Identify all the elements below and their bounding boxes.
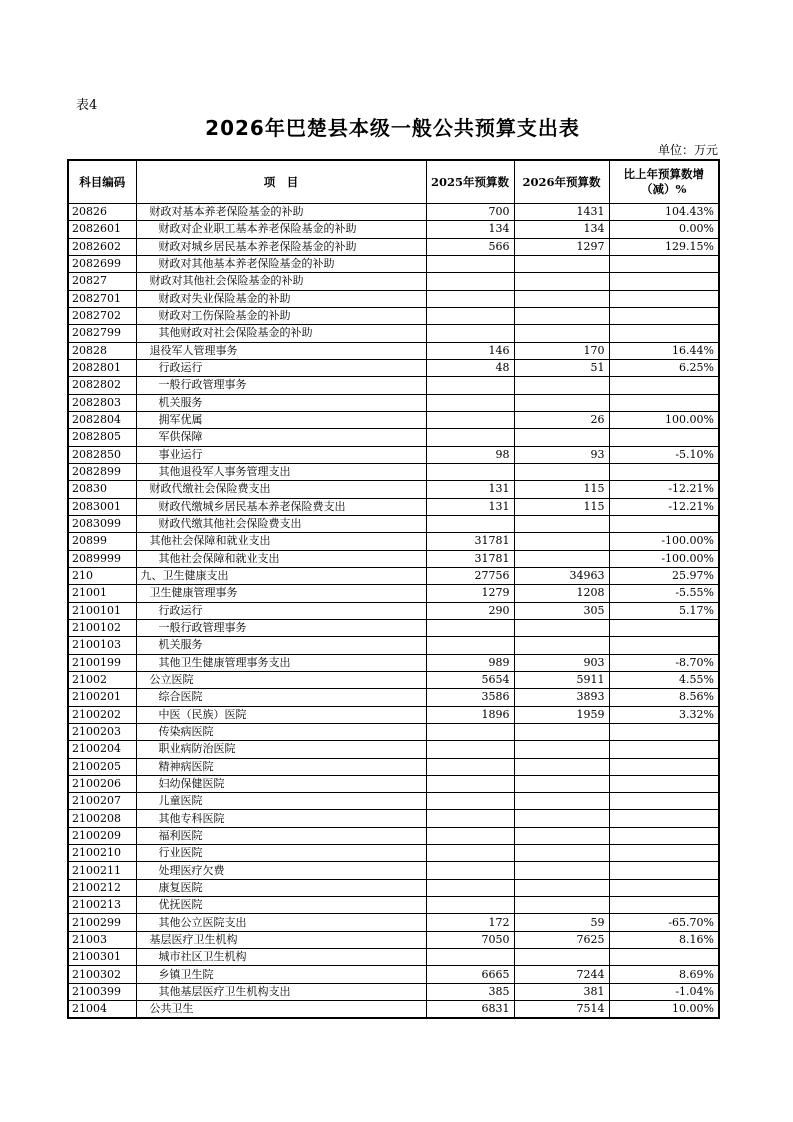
item-cell: 职业病防治医院 bbox=[136, 741, 426, 758]
code-cell: 20826 bbox=[68, 204, 136, 221]
item-cell: 财政对工伤保险基金的补助 bbox=[136, 307, 426, 324]
code-cell: 2100202 bbox=[68, 706, 136, 723]
code-cell: 21002 bbox=[68, 671, 136, 688]
code-cell: 2100213 bbox=[68, 897, 136, 914]
budget-2026-cell: 170 bbox=[514, 342, 609, 359]
item-cell: 妇幼保健医院 bbox=[136, 775, 426, 792]
code-cell: 2100399 bbox=[68, 983, 136, 1000]
code-cell: 2100208 bbox=[68, 810, 136, 827]
code-cell: 2083001 bbox=[68, 498, 136, 515]
change-pct-cell bbox=[609, 723, 719, 740]
budget-2025-cell: 146 bbox=[426, 342, 514, 359]
code-cell: 2082702 bbox=[68, 307, 136, 324]
change-pct-cell: 8.16% bbox=[609, 931, 719, 948]
table-row bbox=[68, 533, 719, 550]
table-row bbox=[68, 637, 719, 654]
change-pct-cell: 8.69% bbox=[609, 966, 719, 983]
col-header-item: 项 目 bbox=[136, 160, 426, 204]
table-row bbox=[68, 862, 719, 879]
budget-2026-cell bbox=[514, 897, 609, 914]
table-row bbox=[68, 897, 719, 914]
change-pct-cell: 16.44% bbox=[609, 342, 719, 359]
table-row bbox=[68, 723, 719, 740]
code-cell: 210 bbox=[68, 567, 136, 584]
change-pct-cell bbox=[609, 377, 719, 394]
budget-2026-cell bbox=[514, 619, 609, 636]
budget-2026-cell bbox=[514, 515, 609, 532]
item-cell: 精神病医院 bbox=[136, 758, 426, 775]
code-cell: 2082850 bbox=[68, 446, 136, 463]
col-header-budget-2026: 2026年预算数 bbox=[514, 160, 609, 204]
item-cell: 公立医院 bbox=[136, 671, 426, 688]
code-cell: 2100302 bbox=[68, 966, 136, 983]
change-pct-cell bbox=[609, 463, 719, 480]
change-pct-cell: -1.04% bbox=[609, 983, 719, 1000]
budget-2025-cell bbox=[426, 429, 514, 446]
budget-2025-cell bbox=[426, 411, 514, 428]
budget-2026-cell bbox=[514, 307, 609, 324]
item-cell: 财政对城乡居民基本养老保险基金的补助 bbox=[136, 238, 426, 255]
code-cell: 2082802 bbox=[68, 377, 136, 394]
budget-2025-cell bbox=[426, 775, 514, 792]
budget-2025-cell bbox=[426, 377, 514, 394]
budget-2026-cell bbox=[514, 290, 609, 307]
change-pct-cell: -12.21% bbox=[609, 498, 719, 515]
budget-2026-cell: 1208 bbox=[514, 585, 609, 602]
code-cell: 2082601 bbox=[68, 221, 136, 238]
table-row bbox=[68, 515, 719, 532]
table-row bbox=[68, 238, 719, 255]
change-pct-cell: 10.00% bbox=[609, 1001, 719, 1019]
table-row bbox=[68, 810, 719, 827]
budget-2025-cell bbox=[426, 290, 514, 307]
code-cell: 2082701 bbox=[68, 290, 136, 307]
item-cell: 其他退役军人事务管理支出 bbox=[136, 463, 426, 480]
change-pct-cell bbox=[609, 827, 719, 844]
budget-2026-cell bbox=[514, 949, 609, 966]
table-row bbox=[68, 689, 719, 706]
change-pct-cell bbox=[609, 879, 719, 896]
code-cell: 2100207 bbox=[68, 793, 136, 810]
budget-2026-cell bbox=[514, 879, 609, 896]
table-number-label: 表4 bbox=[76, 98, 98, 113]
table-row bbox=[68, 255, 719, 272]
change-pct-cell: 8.56% bbox=[609, 689, 719, 706]
change-pct-cell bbox=[609, 290, 719, 307]
table-row bbox=[68, 706, 719, 723]
budget-2025-cell bbox=[426, 879, 514, 896]
item-cell: 传染病医院 bbox=[136, 723, 426, 740]
item-cell: 财政代缴社会保险费支出 bbox=[136, 481, 426, 498]
change-pct-cell bbox=[609, 325, 719, 342]
code-cell: 21001 bbox=[68, 585, 136, 602]
budget-2026-cell: 51 bbox=[514, 359, 609, 376]
budget-2026-cell bbox=[514, 775, 609, 792]
code-cell: 2100211 bbox=[68, 862, 136, 879]
item-cell: 财政对其他社会保险基金的补助 bbox=[136, 273, 426, 290]
code-cell: 2100102 bbox=[68, 619, 136, 636]
change-pct-cell: -5.10% bbox=[609, 446, 719, 463]
code-cell: 2100210 bbox=[68, 845, 136, 862]
item-cell: 其他社会保障和就业支出 bbox=[136, 550, 426, 567]
item-cell: 行政运行 bbox=[136, 359, 426, 376]
budget-2025-cell: 566 bbox=[426, 238, 514, 255]
budget-2026-cell bbox=[514, 827, 609, 844]
table-row bbox=[68, 429, 719, 446]
code-cell: 2100209 bbox=[68, 827, 136, 844]
budget-2025-cell: 989 bbox=[426, 654, 514, 671]
change-pct-cell: -65.70% bbox=[609, 914, 719, 931]
budget-2025-cell bbox=[426, 793, 514, 810]
item-cell: 公共卫生 bbox=[136, 1001, 426, 1019]
code-cell: 2082801 bbox=[68, 359, 136, 376]
budget-2025-cell bbox=[426, 741, 514, 758]
budget-2026-cell bbox=[514, 741, 609, 758]
table-row bbox=[68, 273, 719, 290]
table-row bbox=[68, 775, 719, 792]
code-cell: 2083099 bbox=[68, 515, 136, 532]
change-pct-cell bbox=[609, 637, 719, 654]
change-pct-cell: -5.55% bbox=[609, 585, 719, 602]
change-pct-cell: -12.21% bbox=[609, 481, 719, 498]
item-cell: 拥军优属 bbox=[136, 411, 426, 428]
item-cell: 其他卫生健康管理事务支出 bbox=[136, 654, 426, 671]
code-cell: 21003 bbox=[68, 931, 136, 948]
budget-2025-cell bbox=[426, 897, 514, 914]
budget-2025-cell: 172 bbox=[426, 914, 514, 931]
page-title: 2026年巴楚县本级一般公共预算支出表 bbox=[205, 116, 580, 140]
budget-2025-cell bbox=[426, 723, 514, 740]
item-cell: 财政对基本养老保险基金的补助 bbox=[136, 204, 426, 221]
code-cell: 20830 bbox=[68, 481, 136, 498]
budget-2025-cell bbox=[426, 307, 514, 324]
item-cell: 其他专科医院 bbox=[136, 810, 426, 827]
col-header-change-pct bbox=[609, 160, 719, 204]
item-cell: 其他基层医疗卫生机构支出 bbox=[136, 983, 426, 1000]
budget-2026-cell bbox=[514, 325, 609, 342]
table-row bbox=[68, 793, 719, 810]
item-cell: 优抚医院 bbox=[136, 897, 426, 914]
budget-2026-cell: 1959 bbox=[514, 706, 609, 723]
code-cell: 2100101 bbox=[68, 602, 136, 619]
budget-2026-cell: 381 bbox=[514, 983, 609, 1000]
item-cell: 康复医院 bbox=[136, 879, 426, 896]
table-row bbox=[68, 741, 719, 758]
table-row bbox=[68, 342, 719, 359]
item-cell: 机关服务 bbox=[136, 394, 426, 411]
budget-2026-cell bbox=[514, 273, 609, 290]
change-pct-cell bbox=[609, 307, 719, 324]
table-row bbox=[68, 221, 719, 238]
budget-2026-cell bbox=[514, 429, 609, 446]
budget-table bbox=[67, 159, 720, 1019]
table-row bbox=[68, 481, 719, 498]
budget-2025-cell: 5654 bbox=[426, 671, 514, 688]
budget-2025-cell bbox=[426, 862, 514, 879]
budget-2025-cell: 131 bbox=[426, 498, 514, 515]
change-pct-cell bbox=[609, 429, 719, 446]
item-cell: 行政运行 bbox=[136, 602, 426, 619]
table-row bbox=[68, 567, 719, 584]
code-cell: 2100201 bbox=[68, 689, 136, 706]
unit-note: 单位：万元 bbox=[657, 143, 718, 157]
code-cell: 2100301 bbox=[68, 949, 136, 966]
table-row bbox=[68, 290, 719, 307]
budget-2025-cell bbox=[426, 325, 514, 342]
budget-2025-cell bbox=[426, 949, 514, 966]
budget-2025-cell: 27756 bbox=[426, 567, 514, 584]
budget-2026-cell: 5911 bbox=[514, 671, 609, 688]
table-row bbox=[68, 827, 719, 844]
item-cell: 退役军人管理事务 bbox=[136, 342, 426, 359]
table-row bbox=[68, 550, 719, 567]
change-pct-cell bbox=[609, 255, 719, 272]
change-pct-cell: 0.00% bbox=[609, 221, 719, 238]
budget-2026-cell bbox=[514, 758, 609, 775]
change-pct-cell bbox=[609, 793, 719, 810]
table-row bbox=[68, 619, 719, 636]
budget-2026-cell bbox=[514, 793, 609, 810]
budget-2025-cell bbox=[426, 845, 514, 862]
table-row bbox=[68, 325, 719, 342]
code-cell: 2082804 bbox=[68, 411, 136, 428]
code-cell: 2089999 bbox=[68, 550, 136, 567]
item-cell: 儿童医院 bbox=[136, 793, 426, 810]
code-cell: 2100204 bbox=[68, 741, 136, 758]
table-row bbox=[68, 377, 719, 394]
budget-2025-cell: 134 bbox=[426, 221, 514, 238]
code-cell: 2100206 bbox=[68, 775, 136, 792]
table-row bbox=[68, 307, 719, 324]
budget-2025-cell bbox=[426, 255, 514, 272]
table-row bbox=[68, 845, 719, 862]
change-pct-cell: 104.43% bbox=[609, 204, 719, 221]
budget-2026-cell bbox=[514, 377, 609, 394]
budget-2026-cell: 115 bbox=[514, 498, 609, 515]
table-row bbox=[68, 949, 719, 966]
budget-2026-cell: 7244 bbox=[514, 966, 609, 983]
table-row bbox=[68, 463, 719, 480]
budget-2025-cell bbox=[426, 515, 514, 532]
change-pct-cell: 25.97% bbox=[609, 567, 719, 584]
code-cell: 2082699 bbox=[68, 255, 136, 272]
change-pct-cell: 100.00% bbox=[609, 411, 719, 428]
budget-2026-cell: 7625 bbox=[514, 931, 609, 948]
code-cell: 2100203 bbox=[68, 723, 136, 740]
table-row bbox=[68, 498, 719, 515]
col-header-change-line1: 比上年预算数增 bbox=[623, 167, 704, 181]
code-cell: 20828 bbox=[68, 342, 136, 359]
item-cell: 事业运行 bbox=[136, 446, 426, 463]
col-header-change-line2: （减）% bbox=[641, 182, 687, 196]
table-row bbox=[68, 758, 719, 775]
item-cell: 中医（民族）医院 bbox=[136, 706, 426, 723]
item-cell: 基层医疗卫生机构 bbox=[136, 931, 426, 948]
code-cell: 2082602 bbox=[68, 238, 136, 255]
budget-2025-cell: 1896 bbox=[426, 706, 514, 723]
table-header bbox=[68, 160, 719, 204]
budget-2025-cell bbox=[426, 394, 514, 411]
budget-2025-cell bbox=[426, 758, 514, 775]
item-cell: 九、卫生健康支出 bbox=[136, 567, 426, 584]
change-pct-cell: -8.70% bbox=[609, 654, 719, 671]
budget-2026-cell bbox=[514, 723, 609, 740]
table-row bbox=[68, 931, 719, 948]
table-row bbox=[68, 204, 719, 221]
item-cell: 行业医院 bbox=[136, 845, 426, 862]
item-cell: 一般行政管理事务 bbox=[136, 619, 426, 636]
code-cell: 2100212 bbox=[68, 879, 136, 896]
table-row bbox=[68, 1001, 719, 1019]
item-cell: 财政代缴其他社会保险费支出 bbox=[136, 515, 426, 532]
budget-2025-cell: 1279 bbox=[426, 585, 514, 602]
budget-table-body bbox=[68, 204, 719, 1019]
budget-2025-cell: 31781 bbox=[426, 533, 514, 550]
budget-2026-cell: 134 bbox=[514, 221, 609, 238]
code-cell: 20827 bbox=[68, 273, 136, 290]
item-cell: 其他公立医院支出 bbox=[136, 914, 426, 931]
table-row bbox=[68, 671, 719, 688]
budget-2026-cell bbox=[514, 810, 609, 827]
change-pct-cell bbox=[609, 273, 719, 290]
change-pct-cell: 3.32% bbox=[609, 706, 719, 723]
change-pct-cell: 4.55% bbox=[609, 671, 719, 688]
item-cell: 城市社区卫生机构 bbox=[136, 949, 426, 966]
code-cell: 2082803 bbox=[68, 394, 136, 411]
budget-2025-cell: 98 bbox=[426, 446, 514, 463]
budget-2026-cell: 3893 bbox=[514, 689, 609, 706]
budget-2026-cell: 26 bbox=[514, 411, 609, 428]
code-cell: 2082805 bbox=[68, 429, 136, 446]
item-cell: 卫生健康管理事务 bbox=[136, 585, 426, 602]
table-row bbox=[68, 966, 719, 983]
budget-2026-cell: 59 bbox=[514, 914, 609, 931]
table-row bbox=[68, 983, 719, 1000]
budget-2025-cell: 6665 bbox=[426, 966, 514, 983]
table-row bbox=[68, 654, 719, 671]
change-pct-cell bbox=[609, 515, 719, 532]
change-pct-cell bbox=[609, 758, 719, 775]
code-cell: 2100199 bbox=[68, 654, 136, 671]
item-cell: 机关服务 bbox=[136, 637, 426, 654]
item-cell: 财政对其他基本养老保险基金的补助 bbox=[136, 255, 426, 272]
budget-2026-cell bbox=[514, 845, 609, 862]
change-pct-cell bbox=[609, 619, 719, 636]
change-pct-cell bbox=[609, 897, 719, 914]
budget-2025-cell: 290 bbox=[426, 602, 514, 619]
budget-2025-cell bbox=[426, 619, 514, 636]
change-pct-cell bbox=[609, 862, 719, 879]
budget-2026-cell: 1297 bbox=[514, 238, 609, 255]
budget-2026-cell bbox=[514, 255, 609, 272]
code-cell: 21004 bbox=[68, 1001, 136, 1019]
code-cell: 2100205 bbox=[68, 758, 136, 775]
code-cell: 20899 bbox=[68, 533, 136, 550]
item-cell: 财政代缴城乡居民基本养老保险费支出 bbox=[136, 498, 426, 515]
budget-2025-cell bbox=[426, 273, 514, 290]
item-cell: 综合医院 bbox=[136, 689, 426, 706]
budget-2025-cell: 385 bbox=[426, 983, 514, 1000]
budget-2026-cell bbox=[514, 394, 609, 411]
col-header-budget-2025: 2025年预算数 bbox=[426, 160, 514, 204]
budget-2025-cell: 31781 bbox=[426, 550, 514, 567]
table-row bbox=[68, 914, 719, 931]
budget-2025-cell bbox=[426, 827, 514, 844]
item-cell: 处理医疗欠费 bbox=[136, 862, 426, 879]
budget-2025-cell: 131 bbox=[426, 481, 514, 498]
budget-2025-cell: 48 bbox=[426, 359, 514, 376]
budget-2025-cell: 3586 bbox=[426, 689, 514, 706]
item-cell: 福利医院 bbox=[136, 827, 426, 844]
code-cell: 2082899 bbox=[68, 463, 136, 480]
change-pct-cell bbox=[609, 741, 719, 758]
item-cell: 财政对失业保险基金的补助 bbox=[136, 290, 426, 307]
budget-2026-cell bbox=[514, 637, 609, 654]
budget-2026-cell: 7514 bbox=[514, 1001, 609, 1019]
change-pct-cell: -100.00% bbox=[609, 550, 719, 567]
table-row bbox=[68, 602, 719, 619]
change-pct-cell: -100.00% bbox=[609, 533, 719, 550]
item-cell: 军供保障 bbox=[136, 429, 426, 446]
code-cell: 2100299 bbox=[68, 914, 136, 931]
budget-2026-cell bbox=[514, 533, 609, 550]
budget-2026-cell bbox=[514, 862, 609, 879]
budget-2026-cell: 93 bbox=[514, 446, 609, 463]
budget-2026-cell bbox=[514, 550, 609, 567]
budget-2025-cell: 6831 bbox=[426, 1001, 514, 1019]
table-row bbox=[68, 585, 719, 602]
change-pct-cell bbox=[609, 775, 719, 792]
budget-2026-cell: 903 bbox=[514, 654, 609, 671]
budget-2025-cell bbox=[426, 810, 514, 827]
change-pct-cell bbox=[609, 845, 719, 862]
item-cell: 财政对企业职工基本养老保险基金的补助 bbox=[136, 221, 426, 238]
budget-2025-cell: 700 bbox=[426, 204, 514, 221]
item-cell: 乡镇卫生院 bbox=[136, 966, 426, 983]
item-cell: 其他财政对社会保险基金的补助 bbox=[136, 325, 426, 342]
budget-2026-cell bbox=[514, 463, 609, 480]
item-cell: 其他社会保障和就业支出 bbox=[136, 533, 426, 550]
header-row bbox=[68, 160, 719, 204]
table-row bbox=[68, 879, 719, 896]
budget-2026-cell: 115 bbox=[514, 481, 609, 498]
change-pct-cell bbox=[609, 394, 719, 411]
budget-2026-cell: 305 bbox=[514, 602, 609, 619]
code-cell: 2082799 bbox=[68, 325, 136, 342]
budget-2025-cell bbox=[426, 637, 514, 654]
budget-2026-cell: 34963 bbox=[514, 567, 609, 584]
table-row bbox=[68, 359, 719, 376]
change-pct-cell bbox=[609, 810, 719, 827]
table-row bbox=[68, 394, 719, 411]
table-row bbox=[68, 446, 719, 463]
budget-2026-cell: 1431 bbox=[514, 204, 609, 221]
table-row bbox=[68, 411, 719, 428]
item-cell: 一般行政管理事务 bbox=[136, 377, 426, 394]
col-header-code: 科目编码 bbox=[68, 160, 136, 204]
change-pct-cell: 5.17% bbox=[609, 602, 719, 619]
budget-2025-cell: 7050 bbox=[426, 931, 514, 948]
change-pct-cell bbox=[609, 949, 719, 966]
change-pct-cell: 6.25% bbox=[609, 359, 719, 376]
budget-2025-cell bbox=[426, 463, 514, 480]
code-cell: 2100103 bbox=[68, 637, 136, 654]
change-pct-cell: 129.15% bbox=[609, 238, 719, 255]
